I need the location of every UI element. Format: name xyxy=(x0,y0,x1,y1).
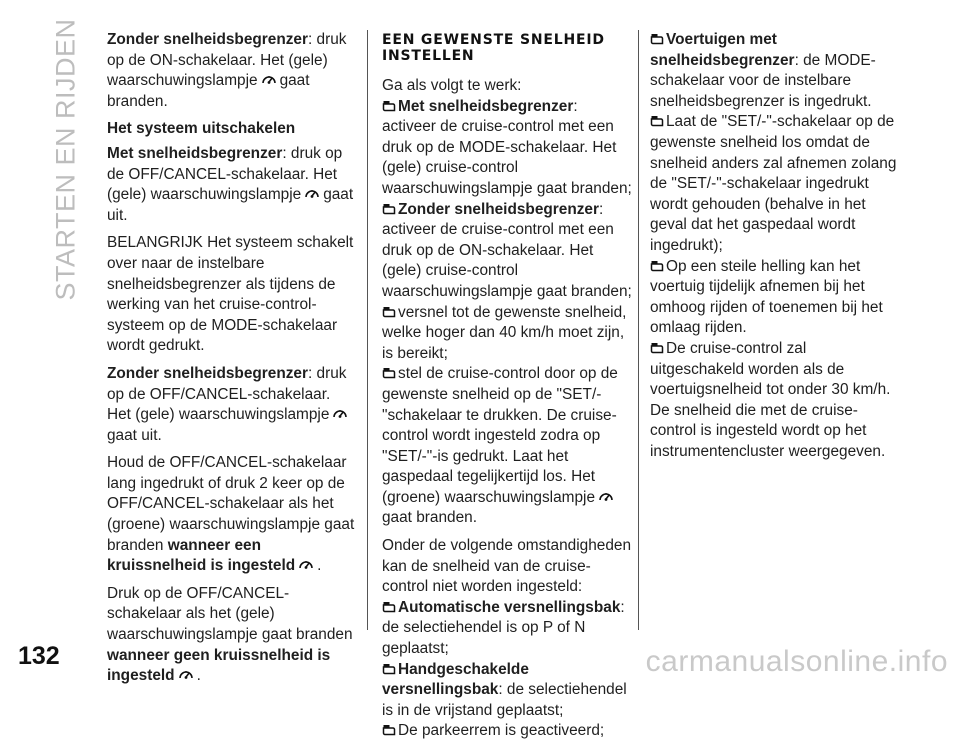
cruise-control-lamp-icon xyxy=(332,407,348,420)
paragraph: Zonder snelheidsbegrenzer: druk op de OFF/CANCEL-schakelaar. Het (gele) waarschuwingslampje gaat uit. xyxy=(107,364,347,444)
page-number: 132 xyxy=(18,642,60,670)
chapter-title-text: STARTEN EN RIJDEN xyxy=(50,17,81,301)
cruise-control-lamp-icon xyxy=(178,668,194,681)
bullet-icon xyxy=(650,260,664,272)
column-2 xyxy=(382,30,632,742)
paragraph: Zonder snelheidsbegrenzer: druk op de ON-schakelaar. Het (gele) waarschuwingslampje gaat branden. xyxy=(107,31,347,110)
list-item: Met snelheidsbegrenzer: activeer de cruise-control met een druk op de MODE-schakelaar. Het (gele) cruise-control waarschuwingslampje gaat branden; xyxy=(382,97,632,197)
paragraph: De snelheid die met de cruise-control is ingesteld wordt op het instrumentencluster weergegeven. xyxy=(650,401,886,460)
cruise-control-lamp-icon xyxy=(598,490,614,503)
list-item: Laat de "SET/-"-schakelaar op de gewenste snelheid los omdat de snelheid anders zal afnemen zolang de "SET/-"-schakelaar ingedrukt wordt gehouden (behalve in het geval dat het gaspedaal wordt ingedrukt); xyxy=(650,113,897,254)
list-item: versnel tot de gewenste snelheid, welke hoger dan 40 km/h moet zijn, is bereikt; xyxy=(382,303,627,362)
section-title: EEN GEWENSTE SNELHEID INSTELLEN xyxy=(382,32,605,64)
bullet-icon xyxy=(382,306,396,318)
bullet-icon xyxy=(382,601,396,613)
bullet-icon xyxy=(382,100,396,112)
column-divider-1 xyxy=(367,30,368,630)
column-1 xyxy=(107,30,355,694)
list-item: Handgeschakelde versnellingsbak: de selectiehendel is in de vrijstand geplaatst; xyxy=(382,660,627,719)
list-item: Op een steile helling kan het voertuig tijdelijk afnemen bij het omhoog rijden of toenemen bij het omlaag rijden. xyxy=(650,257,883,337)
bullet-icon xyxy=(382,663,396,675)
important-note: BELANGRIJK Het systeem schakelt over naar de instelbare snelheidsbegrenzer als tijdens de werking van het cruise-control-systeem op de MODE-schakelaar wordt gedrukt. xyxy=(107,234,354,355)
bullet-icon xyxy=(382,724,396,736)
list-item: stel de cruise-control door op de gewenste snelheid op de "SET/-"schakelaar te drukken. De cruise-control wordt ingesteld zodra op "SET/-"-is gedrukt. Laat het gaspedaal tegelijkertijd los. Het (groene) waarschuwingslampje gaat branden. xyxy=(382,365,618,527)
paragraph: Houd de OFF/CANCEL-schakelaar lang ingedrukt of druk 2 keer op de OFF/CANCEL-schakelaar als het (groene) waarschuwingslampje gaat branden wanneer een kruissnelheid is ingesteld . xyxy=(107,454,355,575)
bullet-icon xyxy=(650,342,664,354)
list-item: De parkeerrem is geactiveerd; xyxy=(382,721,632,742)
chapter-side-title xyxy=(49,17,83,301)
cruise-control-lamp-icon xyxy=(304,187,320,200)
bullet-icon xyxy=(650,115,664,127)
column-divider-2 xyxy=(638,30,639,630)
paragraph: Onder de volgende omstandigheden kan de snelheid van de cruise-control niet worden ingesteld: xyxy=(382,537,632,596)
section-heading: Het systeem uitschakelen xyxy=(107,120,296,138)
bullet-icon xyxy=(382,203,396,215)
intro-text: Ga als volgt te werk: xyxy=(382,77,522,94)
list-item: Automatische versnellingsbak: de selectiehendel is op P of N geplaatst; xyxy=(382,598,625,658)
bullet-icon xyxy=(650,33,664,45)
paragraph: Druk op de OFF/CANCEL-schakelaar als het (gele) waarschuwingslampje gaat branden wanneer geen kruissnelheid is ingesteld . xyxy=(107,584,353,685)
watermark: carmanualsonline.info xyxy=(645,645,948,678)
list-item: De cruise-control zal uitgeschakeld worden als de voertuigsnelheid tot onder 30 km/h. xyxy=(650,339,891,399)
list-item: Voertuigen met snelheidsbegrenzer: de MODE-schakelaar voor de instelbare snelheidsbegrenzer is ingedrukt. xyxy=(650,31,876,110)
cruise-control-lamp-icon xyxy=(261,73,277,86)
list-item: Zonder snelheidsbegrenzer: activeer de cruise-control met een druk op de ON-schakelaar. Het (gele) cruise-control waarschuwingslampje gaat branden; xyxy=(382,200,632,300)
paragraph: Met snelheidsbegrenzer: druk op de OFF/CANCEL-schakelaar. Het (gele) waarschuwingslampje gaat uit. xyxy=(107,144,354,224)
bullet-icon xyxy=(382,367,396,379)
column-3 xyxy=(650,30,898,469)
cruise-control-lamp-icon xyxy=(298,558,314,571)
